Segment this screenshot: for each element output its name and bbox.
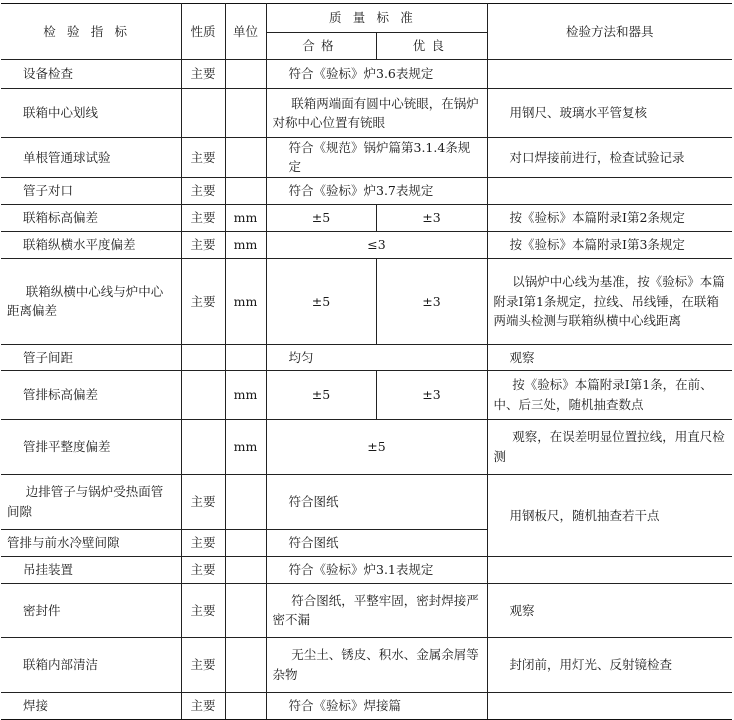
- qualified-cell: ±5: [266, 370, 376, 419]
- item-cell: 联箱纵横中心线与炉中心距离偏差: [1, 258, 181, 344]
- unit-cell: [225, 583, 266, 637]
- method-cell: 按《验标》本篇附录Ⅰ第3条规定: [487, 231, 732, 258]
- unit-cell: [225, 556, 266, 583]
- header-quality: 质量标准: [266, 4, 487, 33]
- table-row: [1, 583, 732, 637]
- item-cell: 管子对口: [1, 177, 181, 204]
- item-cell: 边排管子与锅炉受热面管间隙: [1, 474, 181, 529]
- table-row: [1, 344, 732, 370]
- standard-cell: 符合图纸: [266, 474, 487, 529]
- header-unit: 单位: [225, 4, 266, 60]
- unit-cell: [225, 60, 266, 89]
- method-cell: [487, 177, 732, 204]
- method-cell: 观察: [487, 583, 732, 637]
- header-nature: 性质: [181, 4, 225, 60]
- unit-cell: [225, 529, 266, 556]
- table-row: [1, 231, 732, 258]
- unit-cell: [225, 177, 266, 204]
- excellent-cell: ±3: [376, 258, 487, 344]
- method-cell: 封闭前，用灯光、反射镜检查: [487, 637, 732, 692]
- unit-cell: mm: [225, 231, 266, 258]
- table-row: [1, 204, 732, 231]
- standard-cell: 联箱两端面有圆中心铳眼，在锅炉对称中心位置有铳眼: [266, 89, 487, 138]
- qualified-cell: ±5: [266, 258, 376, 344]
- unit-cell: [225, 474, 266, 529]
- table-row: [1, 258, 732, 344]
- item-cell: 联箱中心划线: [1, 89, 181, 138]
- item-cell: 管子间距: [1, 344, 181, 370]
- qualified-cell: ±5: [266, 204, 376, 231]
- item-cell: 焊接: [1, 692, 181, 719]
- standard-cell: 均匀: [266, 344, 487, 370]
- nature-cell: 主要: [181, 692, 225, 719]
- standard-cell: 符合《验标》炉3.1表规定: [266, 556, 487, 583]
- nature-cell: 主要: [181, 231, 225, 258]
- item-cell: 管排标高偏差: [1, 370, 181, 419]
- item-cell: 单根管通球试验: [1, 138, 181, 178]
- method-cell: 以锅炉中心线为基准，按《验标》本篇附录Ⅰ第1条规定，拉线、吊线锤，在联箱两端头检测与联箱纵横中心线距离: [487, 258, 732, 344]
- standard-cell: 无尘土、锈皮、积水、金属余屑等杂物: [266, 637, 487, 692]
- method-cell: 观察: [487, 344, 732, 370]
- unit-cell: [225, 344, 266, 370]
- header-item: 检验指标: [1, 4, 181, 60]
- nature-cell: 主要: [181, 177, 225, 204]
- table-row: [1, 60, 732, 89]
- nature-cell: 主要: [181, 474, 225, 529]
- method-cell: 用钢尺、玻璃水平管复核: [487, 89, 732, 138]
- standard-cell: 符合《验标》炉3.7表规定: [266, 177, 487, 204]
- table-row: [1, 138, 732, 178]
- nature-cell: 主要: [181, 138, 225, 178]
- unit-cell: [225, 692, 266, 719]
- method-cell: 观察，在误差明显位置拉线，用直尺检测: [487, 419, 732, 474]
- table-row: [1, 89, 732, 138]
- table-row: [1, 637, 732, 692]
- standard-cell: 符合图纸，平整牢固，密封焊接严密不漏: [266, 583, 487, 637]
- item-cell: 密封件: [1, 583, 181, 637]
- standard-cell: 符合图纸: [266, 529, 487, 556]
- method-cell: 按《验标》本篇附录Ⅰ第1条，在前、中、后三处，随机抽查数点: [487, 370, 732, 419]
- item-cell: 联箱内部清洁: [1, 637, 181, 692]
- standard-cell: 符合《验标》焊接篇: [266, 692, 487, 719]
- standard-cell: ±5: [266, 419, 487, 474]
- method-cell: 对口焊接前进行，检查试验记录: [487, 138, 732, 178]
- header-method: 检验方法和器具: [487, 4, 732, 60]
- unit-cell: mm: [225, 370, 266, 419]
- unit-cell: mm: [225, 204, 266, 231]
- unit-cell: mm: [225, 258, 266, 344]
- table-row: [1, 177, 732, 204]
- table-row: [1, 474, 732, 529]
- method-cell: [487, 556, 732, 583]
- unit-cell: mm: [225, 419, 266, 474]
- nature-cell: [181, 370, 225, 419]
- nature-cell: 主要: [181, 637, 225, 692]
- item-cell: 管排平整度偏差: [1, 419, 181, 474]
- header-excellent: 优良: [376, 33, 487, 60]
- nature-cell: 主要: [181, 556, 225, 583]
- method-cell: [487, 60, 732, 89]
- nature-cell: [181, 89, 225, 138]
- excellent-cell: ±3: [376, 370, 487, 419]
- excellent-cell: ±3: [376, 204, 487, 231]
- method-cell: 用钢板尺，随机抽查若干点: [487, 474, 732, 556]
- item-cell: 联箱标高偏差: [1, 204, 181, 231]
- nature-cell: 主要: [181, 258, 225, 344]
- table-row: [1, 556, 732, 583]
- nature-cell: 主要: [181, 529, 225, 556]
- nature-cell: 主要: [181, 204, 225, 231]
- method-cell: 按《验标》本篇附录Ⅰ第2条规定: [487, 204, 732, 231]
- header-qualified: 合格: [266, 33, 376, 60]
- item-cell: 联箱纵横水平度偏差: [1, 231, 181, 258]
- nature-cell: 主要: [181, 60, 225, 89]
- nature-cell: [181, 344, 225, 370]
- unit-cell: [225, 138, 266, 178]
- standard-cell: 符合《验标》炉3.6表规定: [266, 60, 487, 89]
- inspection-table: [1, 3, 732, 720]
- item-cell: 管排与前水冷壁间隙: [1, 529, 181, 556]
- method-cell: [487, 692, 732, 719]
- standard-cell: ≤3: [266, 231, 487, 258]
- item-cell: 设备检查: [1, 60, 181, 89]
- nature-cell: 主要: [181, 583, 225, 637]
- table-row: [1, 370, 732, 419]
- unit-cell: [225, 637, 266, 692]
- table-row: [1, 419, 732, 474]
- item-cell: 吊挂装置: [1, 556, 181, 583]
- standard-cell: 符合《规范》锅炉篇第3.1.4条规定: [266, 138, 487, 178]
- table-row: [1, 692, 732, 719]
- nature-cell: [181, 419, 225, 474]
- unit-cell: [225, 89, 266, 138]
